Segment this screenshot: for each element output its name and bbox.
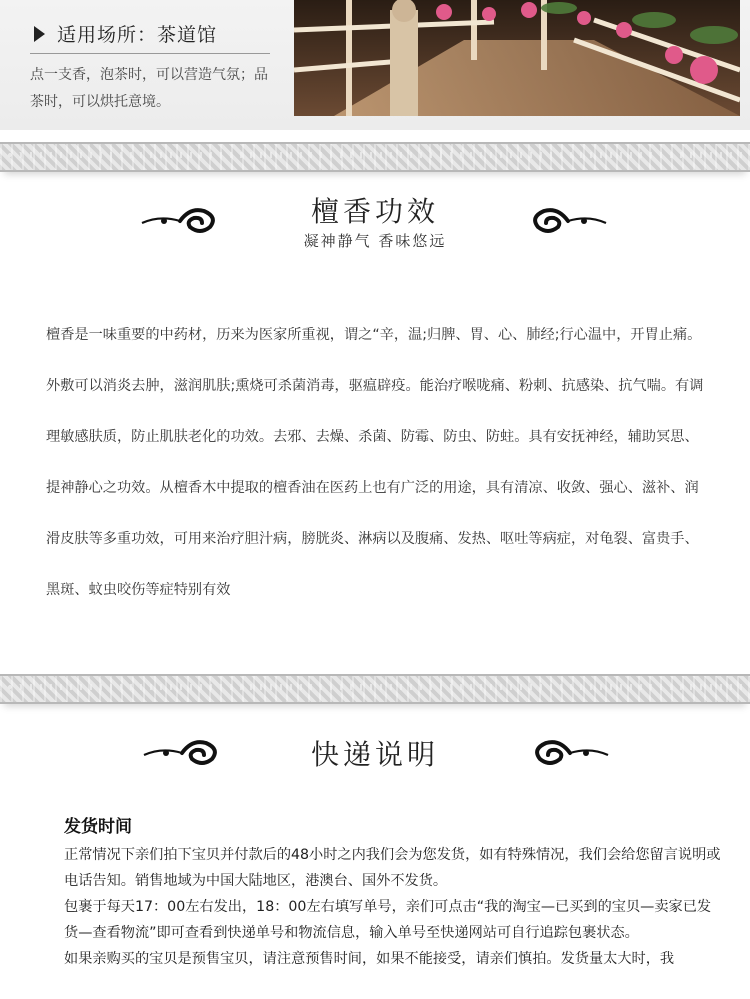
shipping-paragraph: 包裹于每天17：00左右发出，18：00左右填写单号，亲们可点击“我的淘宝—已买到的宝贝—卖家已发货—查看物流”即可查看到快递单号和物流信息，输入单号至快递网站可自行追踪包裹状态。 bbox=[64, 899, 712, 941]
divider bbox=[30, 53, 270, 54]
efficacy-line: 外敷可以消炎去肿，滋润肌肤;熏烧可杀菌消毒，驱瘟辟疫。能治疗喉咙痛、粉刺、抗感染、抗气喘。有调 bbox=[46, 378, 704, 394]
shipping-body bbox=[64, 842, 724, 972]
efficacy-line: 理敏感肤质，防止肌肤老化的功效。去邪、去燥、杀菌、防霉、防虫、防蛀。具有安抚神经，辅助冥思、 bbox=[46, 429, 699, 445]
efficacy-line: 滑皮肤等多重功效，可用来治疗胆汁病，膀胱炎、淋病以及腹痛、发热、呕吐等病症，对龟裂、富贵手、 bbox=[46, 531, 699, 547]
ornamental-border bbox=[0, 142, 750, 172]
shipping-title: 快递说明 bbox=[310, 738, 439, 771]
efficacy-line: 檀香是一味重要的中药材，历来为医家所重视，谓之“辛，温;归脾、胃、心、肺经;行心温中，开胃止痛。 bbox=[46, 327, 702, 343]
tea-house-photo bbox=[294, 0, 740, 116]
venue-description: 点一支香，泡茶时，可以营造气氛；品茶时，可以烘托意境。 bbox=[30, 67, 268, 110]
efficacy-subtitle: 凝神静气 香味悠远 bbox=[303, 232, 447, 250]
efficacy-line: 黑斑、蚊虫咬伤等症特别有效 bbox=[46, 582, 231, 598]
efficacy-line: 提神静心之功效。从檀香木中提取的檀香油在医药上也有广泛的用途，具有清凉、收敛、强心、滋补、润 bbox=[46, 480, 699, 496]
tea-house-illustration bbox=[294, 0, 740, 116]
venue-title bbox=[34, 20, 217, 47]
venue-panel bbox=[0, 0, 750, 130]
shipping-section-title: 发货时间 bbox=[64, 817, 132, 837]
triangle-bullet-icon bbox=[34, 26, 45, 42]
efficacy-title: 檀香功效 bbox=[310, 195, 439, 228]
shipping-paragraph: 正常情况下亲们拍下宝贝并付款后的48小时之内我们会为您发货，如有特殊情况，我们会给您留言说明或电话告知。销售地域为中国大陆地区，港澳台、国外不发货。 bbox=[64, 847, 721, 889]
ornamental-border bbox=[0, 674, 750, 704]
cloud-swirl-right-icon bbox=[530, 737, 610, 767]
shipping-paragraph: 如果亲购买的宝贝是预售宝贝，请注意预售时间，如果不能接受，请亲们慎拍。发货量太大时，我 bbox=[64, 951, 675, 967]
efficacy-body bbox=[46, 310, 736, 616]
venue-title-text: 适用场所：茶道馆 bbox=[57, 24, 218, 46]
